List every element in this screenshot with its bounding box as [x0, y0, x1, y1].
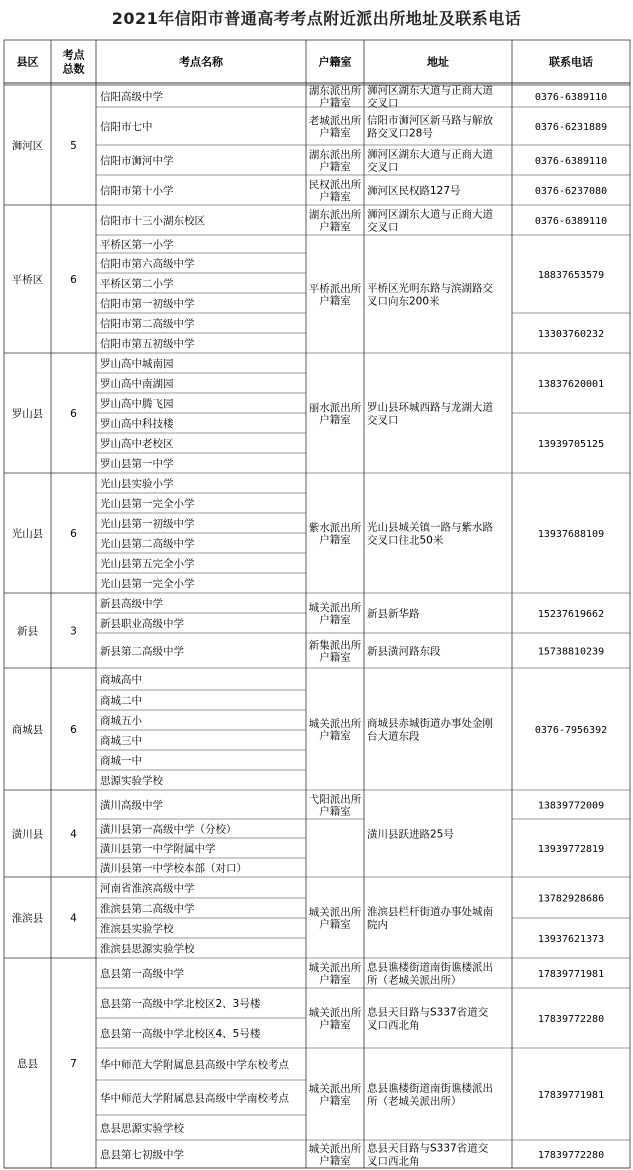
phone-number: 13837620001 — [537, 379, 605, 390]
station-name: 紫水派出所户籍室 — [308, 522, 362, 546]
school-name: 华中师范大学附属息县高级中学南校考点 — [100, 1092, 289, 1105]
page-title: 2021年信阳市普通高考考点附近派出所地址及联系电话 — [111, 9, 522, 28]
county-name: 潢川县 — [11, 828, 44, 841]
phone-number: 15237619662 — [537, 609, 605, 620]
school-name: 淮滨县实验学校 — [100, 923, 174, 935]
school-count: 7 — [70, 1058, 77, 1070]
phone-number: 0376-6237080 — [534, 186, 608, 197]
phone-number: 17839772280 — [537, 1014, 605, 1025]
school-name: 商城高中 — [100, 674, 142, 686]
school-name: 信阳高级中学 — [100, 91, 163, 103]
county-name: 淮滨县 — [11, 912, 44, 925]
phone-number: 13939705125 — [537, 439, 605, 450]
county-name: 息县 — [17, 1058, 38, 1070]
station-name: 丽水派出所户籍室 — [308, 402, 362, 426]
school-name: 潢川县第一高级中学（分校） — [100, 823, 237, 836]
phone-number: 13939772819 — [537, 844, 605, 855]
school-count: 6 — [70, 724, 77, 736]
school-name: 平桥区第二小学 — [100, 278, 174, 290]
phone-number: 0376-7956392 — [534, 725, 608, 736]
station-address: 新县潢河路东段 — [367, 645, 441, 658]
school-count: 4 — [70, 912, 77, 925]
school-name: 信阳市第二高级中学 — [100, 318, 195, 330]
station-address: 新县新华路 — [367, 608, 420, 620]
station-name: 平桥派出所户籍室 — [308, 283, 362, 307]
school-name: 思源实验学校 — [100, 775, 163, 787]
school-name: 息县第一高级中学北校区2、3号楼 — [100, 998, 261, 1010]
school-name: 光山县第五完全小学 — [100, 558, 195, 570]
school-name: 淮滨县思源实验学校 — [100, 943, 195, 955]
school-count: 6 — [70, 528, 77, 540]
county-name: 罗山县 — [11, 408, 44, 420]
header-county: 县区 — [16, 55, 39, 69]
phone-number: 18837653579 — [537, 270, 605, 281]
school-name: 信阳市七中 — [100, 121, 153, 133]
school-name: 信阳市第五初级中学 — [100, 338, 195, 350]
school-name: 潢川县第一中学附属中学 — [100, 843, 216, 855]
station-address: 商城县赤城街道办事处金刚台大道东段 — [367, 717, 493, 743]
station-address: 息县谯楼街道南街谯楼派出所（老城关派出所） — [367, 961, 493, 987]
school-count: 6 — [70, 408, 77, 420]
station-name: 城关派出所户籍室 — [308, 962, 362, 986]
school-name: 信阳市第一初级中学 — [100, 298, 195, 310]
school-name: 商城一中 — [100, 755, 142, 767]
station-name: 新集派出所户籍室 — [308, 639, 362, 664]
county-name: 平桥区 — [11, 274, 44, 286]
school-name: 商城二中 — [100, 695, 142, 707]
phone-number: 15738810239 — [537, 646, 605, 658]
phone-number: 0376-6389110 — [534, 216, 608, 227]
header-phone: 联系电话 — [549, 55, 593, 69]
station-address: 光山县城关镇一路与紫水路交叉口往北50米 — [367, 521, 493, 547]
phone-number: 0376-6231889 — [534, 122, 608, 133]
station-name: 弋阳派出所户籍室 — [308, 793, 362, 818]
school-name: 息县第一高级中学 — [100, 968, 184, 980]
school-name: 新县职业高级中学 — [100, 618, 184, 630]
phone-number: 0376-6389110 — [534, 92, 608, 103]
school-name: 罗山高中腾飞园 — [100, 398, 174, 410]
station-address: 浉河区湖东大道与正商大道交叉口 — [367, 148, 493, 174]
county-name: 浉河区 — [11, 140, 44, 152]
school-name: 信阳市第六高级中学 — [100, 258, 195, 270]
school-count: 3 — [70, 625, 77, 638]
school-name: 信阳市第十小学 — [100, 185, 174, 197]
station-address: 浉河区湖东大道与正商大道交叉口 — [367, 208, 493, 234]
school-name: 罗山高中老校区 — [100, 438, 174, 450]
station-name: 湖东派出所户籍室 — [308, 85, 362, 109]
header-count: 考点总数 — [62, 48, 85, 76]
school-name: 光山县实验小学 — [100, 478, 174, 490]
station-name: 城关派出所户籍室 — [308, 1083, 362, 1107]
station-name: 城关派出所户籍室 — [308, 602, 362, 626]
station-address: 罗山县环城西路与龙湖大道交叉口 — [367, 401, 493, 427]
school-count: 4 — [70, 828, 77, 841]
station-address: 息县谯楼街道南街谯楼派出所（老城关派出所） — [367, 1082, 493, 1108]
school-name: 息县第一高级中学北校区4、5号楼 — [100, 1028, 261, 1040]
station-address: 浉河区民权路127号 — [367, 185, 461, 197]
station-name: 城关派出所户籍室 — [308, 718, 362, 742]
phone-number: 17839771981 — [537, 1090, 605, 1101]
school-name: 光山县第一初级中学 — [100, 518, 195, 530]
phone-number: 13839772009 — [537, 800, 605, 812]
county-name: 新县 — [17, 625, 38, 638]
station-address: 淮滨县栏杆街道办事处城南院内 — [367, 906, 493, 931]
station-address: 潢川县跃进路25号 — [367, 828, 454, 841]
station-address: 信阳市浉河区新马路与解放路交叉口28号 — [367, 114, 493, 140]
school-name: 潢川县第一中学校本部（对口） — [100, 862, 247, 875]
header-school: 考点名称 — [179, 55, 223, 69]
station-address: 息县天目路与S337省道交叉口西北角 — [367, 1142, 489, 1168]
header-address: 地址 — [427, 55, 449, 69]
school-name: 信阳市浉河中学 — [100, 155, 174, 167]
station-name: 老城派出所户籍室 — [308, 115, 362, 139]
school-name: 息县第七初级中学 — [100, 1149, 184, 1161]
school-name: 河南省淮滨高级中学 — [100, 882, 195, 895]
phone-number: 13937621373 — [537, 934, 605, 945]
station-address: 平桥区光明东路与滨湖路交叉口向东200米 — [367, 282, 493, 308]
station-name: 城关派出所户籍室 — [308, 906, 362, 931]
phone-number: 13782928686 — [537, 893, 605, 905]
station-name: 城关派出所户籍室 — [308, 1143, 362, 1167]
school-name: 潢川高级中学 — [100, 799, 163, 812]
school-name: 光山县第一完全小学 — [100, 498, 195, 510]
school-name: 商城五小 — [100, 715, 142, 727]
school-name: 新县第二高级中学 — [100, 645, 184, 658]
school-name: 罗山高中科技楼 — [100, 418, 174, 430]
station-address: 浉河区湖东大道与正商大道交叉口 — [367, 84, 493, 110]
school-name: 华中师范大学附属息县高级中学东校考点 — [100, 1059, 289, 1071]
county-name: 光山县 — [11, 528, 44, 540]
county-name: 商城县 — [11, 724, 44, 736]
school-name: 罗山县第一中学 — [100, 458, 174, 470]
phone-number: 0376-6389110 — [534, 156, 608, 167]
phone-number: 13303760232 — [537, 329, 605, 340]
school-count: 5 — [70, 140, 77, 152]
station-name: 民权派出所户籍室 — [308, 179, 362, 203]
table-cells — [12, 48, 607, 1168]
school-count: 6 — [70, 274, 77, 286]
school-name: 新县高级中学 — [100, 598, 163, 610]
school-name: 光山县第一完全小学 — [100, 578, 195, 590]
phone-number: 17839771981 — [537, 969, 605, 980]
station-name: 湖东派出所户籍室 — [308, 149, 362, 173]
school-name: 商城三中 — [100, 735, 142, 747]
school-name: 光山县第二高级中学 — [100, 538, 195, 550]
school-name: 息县思源实验学校 — [100, 1122, 184, 1135]
phone-number: 17839772280 — [537, 1150, 605, 1161]
school-name: 罗山高中南湖园 — [100, 378, 174, 390]
station-name: 城关派出所户籍室 — [308, 1007, 362, 1031]
school-name: 信阳市十三小湖东校区 — [100, 215, 205, 227]
school-name: 淮滨县第二高级中学 — [100, 903, 195, 915]
station-name: 湖东派出所户籍室 — [308, 209, 362, 233]
station-address: 息县天目路与S337省道交叉口西北角 — [367, 1006, 489, 1032]
school-name: 罗山高中城南园 — [100, 358, 174, 370]
school-name: 平桥区第一小学 — [100, 239, 174, 251]
header-station: 户籍室 — [318, 55, 352, 69]
phone-number: 13937688109 — [537, 529, 605, 540]
